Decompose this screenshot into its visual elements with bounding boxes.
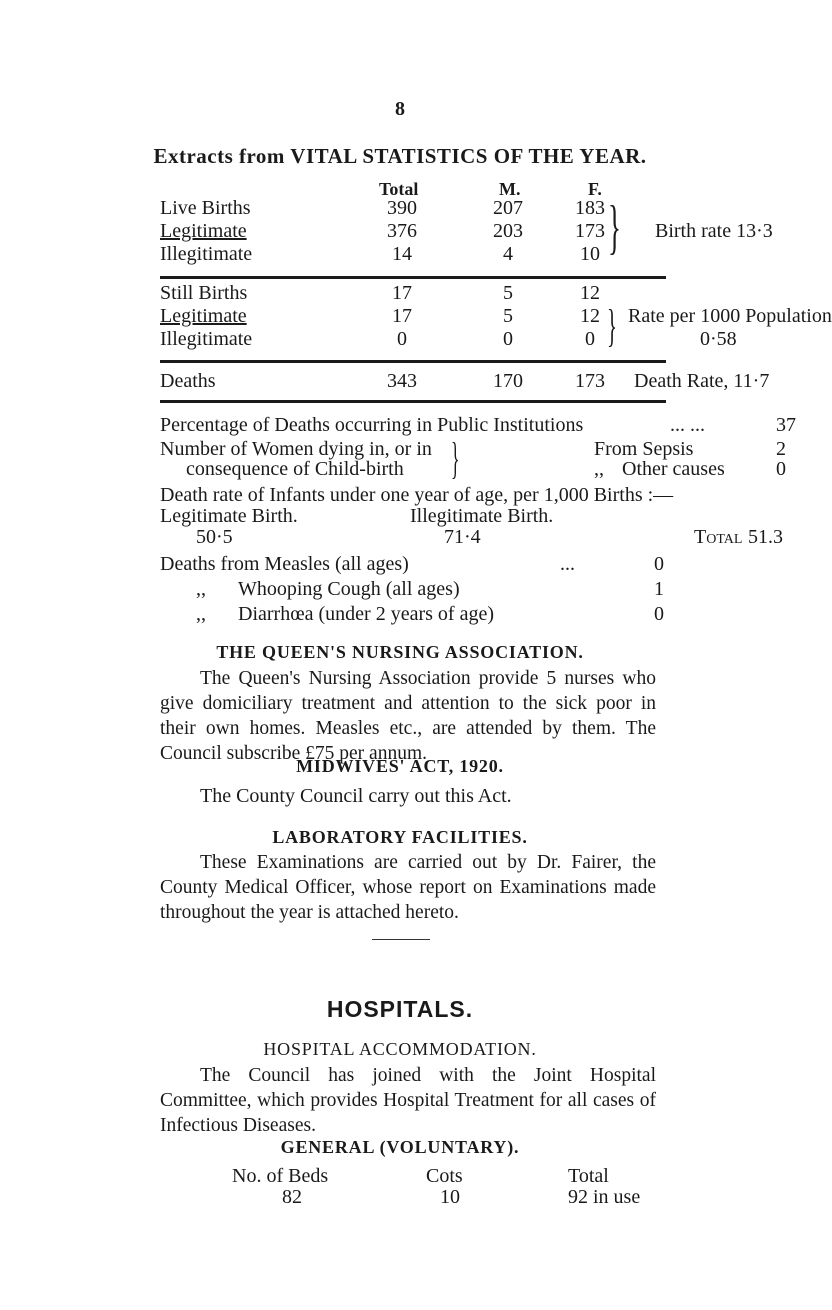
sepsis-value: 2 <box>776 438 786 460</box>
live-births-brace: } <box>608 194 621 260</box>
header-total: Total <box>379 179 419 199</box>
measles-label: Deaths from Measles (all ages) <box>160 553 409 575</box>
midwives-act-heading: MIDWIVES' ACT, 1920. <box>296 756 504 776</box>
live-legit-total: 376 <box>387 220 417 242</box>
live-legit-female: 173 <box>575 220 605 242</box>
ditto-mark: ,, <box>196 578 206 600</box>
other-causes-label: Other causes <box>622 458 725 480</box>
section-divider <box>372 939 430 940</box>
public-institutions-value: 37 <box>776 414 796 436</box>
diarrhoea-label: Diarrhœa (under 2 years of age) <box>238 603 494 625</box>
other-causes-value: 0 <box>776 458 786 480</box>
hospital-total-value: 92 in use <box>568 1186 641 1208</box>
midwives-act-body: The County Council carry out this Act. <box>200 785 512 807</box>
sepsis-label: From Sepsis <box>594 438 694 460</box>
infant-death-rate-line: Death rate of Infants under one year of age, per 1,000 Births :— <box>160 484 674 506</box>
ditto-mark: ,, <box>196 603 206 625</box>
death-rate-note: Death Rate, 11·7 <box>634 370 770 392</box>
cots-label: Cots <box>426 1165 463 1187</box>
live-illegit-male: 4 <box>503 243 513 265</box>
still-births-brace: } <box>607 300 617 351</box>
women-dying-line1: Number of Women dying in, or in <box>160 438 432 460</box>
still-legit-male: 5 <box>503 305 513 327</box>
diarrhoea-value: 0 <box>654 603 664 625</box>
still-illegit-total: 0 <box>397 328 407 350</box>
whooping-cough-value: 1 <box>654 578 664 600</box>
hospital-accommodation-heading: HOSPITAL ACCOMMODATION. <box>263 1039 537 1059</box>
live-births-total: 390 <box>387 197 417 219</box>
live-illegit-total: 14 <box>392 243 412 265</box>
infant-total-value: 51.3 <box>748 526 783 548</box>
still-illegit-label: Illegitimate <box>160 328 253 350</box>
live-illegit-female: 10 <box>580 243 600 265</box>
queens-nursing-heading: THE QUEEN'S NURSING ASSOCIATION. <box>216 642 584 662</box>
beds-label: No. of Beds <box>232 1165 329 1187</box>
live-births-label: Live Births <box>160 197 251 219</box>
general-voluntary-heading: GENERAL (VOLUNTARY). <box>280 1137 520 1157</box>
live-legit-label: Legitimate <box>160 220 247 242</box>
still-births-label: Still Births <box>160 282 248 304</box>
public-institutions-dots: ... ... <box>670 414 705 436</box>
still-legit-female: 12 <box>580 305 600 327</box>
illegitimate-birth-label: Illegitimate Birth. <box>410 505 554 527</box>
still-births-female: 12 <box>580 282 600 304</box>
still-births-male: 5 <box>503 282 513 304</box>
live-births-male: 207 <box>493 197 523 219</box>
still-rate-label: Rate per 1000 Population <box>628 305 832 327</box>
deaths-female: 173 <box>575 370 605 392</box>
still-rate-value: 0·58 <box>700 328 737 350</box>
live-illegit-label: Illegitimate <box>160 243 253 265</box>
deaths-label: Deaths <box>160 370 216 392</box>
hospital-accommodation-body: The Council has joined with the Joint Hospital Committee, which provides Hospital Treatment for all cases of Infectious Diseases. <box>160 1065 656 1136</box>
header-male: M. <box>499 179 521 199</box>
women-dying-line2: consequence of Child-birth <box>186 458 404 480</box>
birth-rate-note: Birth rate 13·3 <box>655 220 773 242</box>
whooping-cough-label: Whooping Cough (all ages) <box>238 578 460 600</box>
still-legit-label: Legitimate <box>160 305 247 327</box>
divider-rule <box>160 360 666 363</box>
women-dying-brace: } <box>451 434 460 483</box>
deaths-male: 170 <box>493 370 523 392</box>
laboratory-heading: LABORATORY FACILITIES. <box>272 827 528 847</box>
other-causes-ditto: ,, <box>594 458 604 480</box>
divider-rule <box>160 276 666 279</box>
divider-rule <box>160 400 666 403</box>
live-births-female: 183 <box>575 197 605 219</box>
legitimate-birth-label: Legitimate Birth. <box>160 505 298 527</box>
page-title: Extracts from VITAL STATISTICS OF THE YEAR. <box>153 144 647 168</box>
legitimate-birth-value: 50·5 <box>196 526 233 548</box>
infant-total-label: Total <box>694 526 743 548</box>
header-female: F. <box>588 179 602 199</box>
public-institutions-label: Percentage of Deaths occurring in Public Institutions <box>160 414 584 436</box>
queens-nursing-body: The Queen's Nursing Association provide 5 nurses who give domiciliary treatment and attention to the sick poor in their own homes. Measles etc., are attended by them. The Council subscribe £75 per annum. <box>160 668 656 764</box>
deaths-total: 343 <box>387 370 417 392</box>
still-legit-total: 17 <box>392 305 412 327</box>
still-births-total: 17 <box>392 282 412 304</box>
page-number: 8 <box>395 98 405 120</box>
still-illegit-female: 0 <box>585 328 595 350</box>
beds-value: 82 <box>282 1186 302 1208</box>
live-legit-male: 203 <box>493 220 523 242</box>
hospitals-heading: HOSPITALS. <box>326 996 474 1022</box>
hospital-total-label: Total <box>568 1165 609 1187</box>
measles-value: 0 <box>654 553 664 575</box>
laboratory-body: These Examinations are carried out by Dr. Fairer, the County Medical Officer, whose report on Examinations made throughout the year is attached hereto. <box>160 852 656 923</box>
measles-dots: ... <box>560 553 575 575</box>
still-illegit-male: 0 <box>503 328 513 350</box>
illegitimate-birth-value: 71·4 <box>444 526 481 548</box>
cots-value: 10 <box>440 1186 460 1208</box>
